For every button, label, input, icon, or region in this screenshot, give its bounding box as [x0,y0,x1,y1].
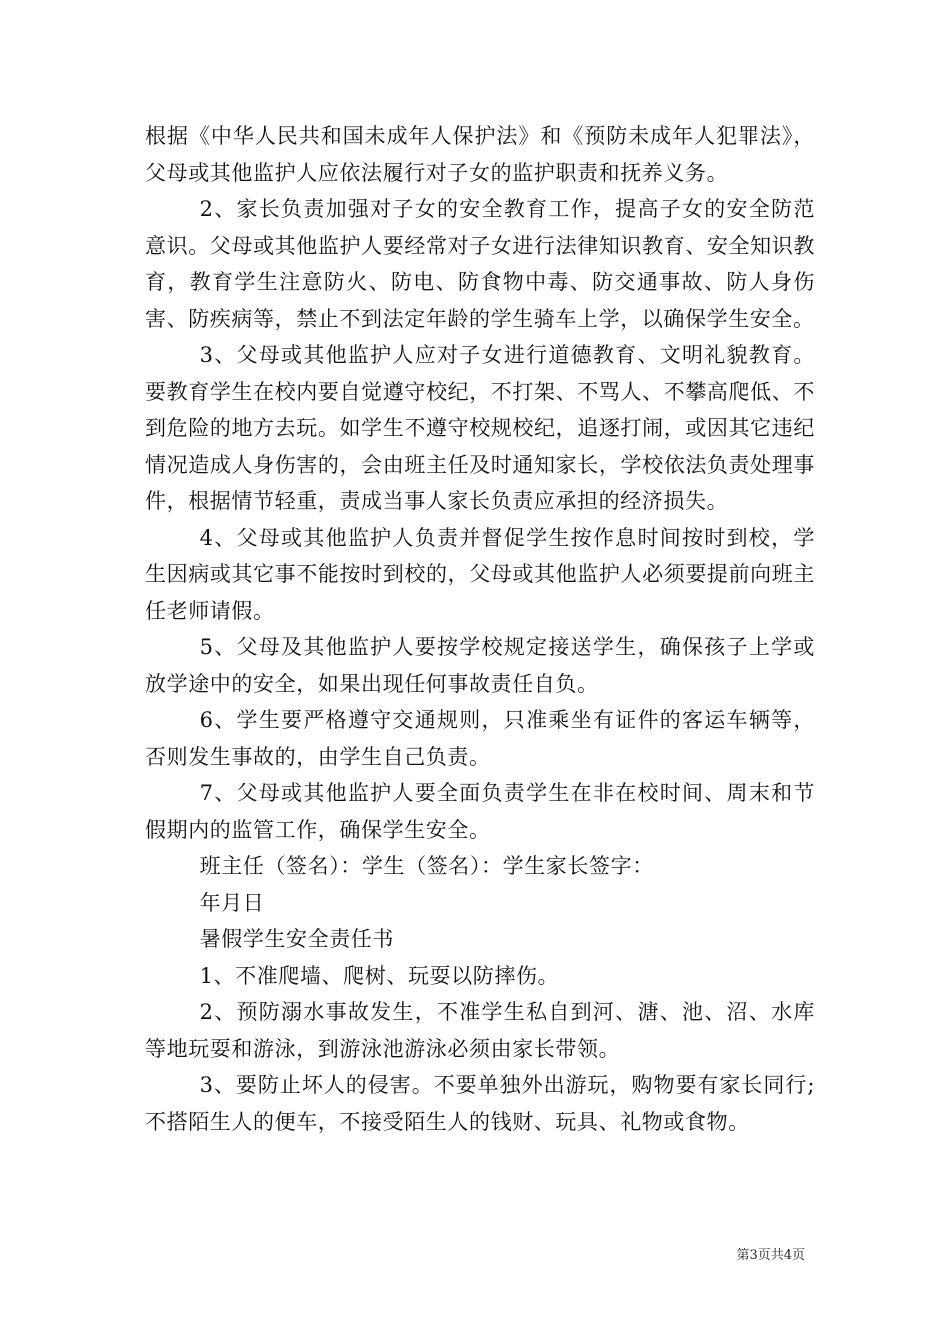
section-title: 暑假学生安全责任书 [199,927,394,951]
paragraph-item-4: 4、父母或其他监护人负责并督促学生按作息时间按时到校，学生因病或其它事不能按时到校的，父母或其他监护人必须要提前向班主任老师请假。 [145,525,815,623]
summer-item-3: 3、要防止坏人的侵害。不要单独外出游玩，购物要有家长同行;不搭陌生人的便车，不接受陌生人的钱财、玩具、礼物或食物。 [145,1073,815,1134]
paragraph-item-3: 3、父母或其他监护人应对子女进行道德教育、文明礼貌教育。要教育学生在校内要自觉遵守校纪，不打架、不骂人、不攀高爬低、不到危险的地方去玩。如学生不遵守校规校纪，追逐打闹，或因其它违纪情况造成人身伤害的，会由班主任及时通知家长，学校依法负责处理事件，根据情节轻重，责成当事人家长负责应承担的经济损失。 [145,343,815,513]
paragraph-item-2: 2、家长负责加强对子女的安全教育工作，提高子女的安全防范意识。父母或其他监护人要经常对子女进行法律知识教育、安全知识教育，教育学生注意防火、防电、防食物中毒、防交通事故、防人身伤害、防疾病等，禁止不到法定年龄的学生骑车上学，以确保学生安全。 [145,197,815,331]
page-number-footer: 第3页共4页 [736,1248,805,1263]
date-line: 年月日 [199,890,265,915]
summer-item-1: 1、不准爬墙、爬树、玩耍以防摔伤。 [199,963,560,988]
summer-item-2: 2、预防溺水事故发生，不准学生私自到河、溏、池、沼、水库等地玩耍和游泳，到游泳池游泳必须由家长带领。 [145,1000,815,1061]
signature-line: 班主任（签名）：学生（签名）：学生家长签字： [199,854,654,878]
paragraph-intro-continued: 根据《中华人民共和国未成年人保护法》和《预防未成年人犯罪法》，父母或其他监护人应依法履行对子女的监护职责和抚养义务。 [145,124,815,185]
document-body [145,118,815,1140]
paragraph-item-5: 5、父母及其他监护人要按学校规定接送学生，确保孩子上学或放学途中的安全，如果出现任何事故责任自负。 [145,635,815,696]
paragraph-item-6: 6、学生要严格遵守交通规则，只准乘坐有证件的客运车辆等，否则发生事故的，由学生自己负责。 [145,708,815,769]
paragraph-item-7: 7、父母或其他监护人要全面负责学生在非在校时间、周末和节假期内的监管工作，确保学生安全。 [145,781,815,842]
